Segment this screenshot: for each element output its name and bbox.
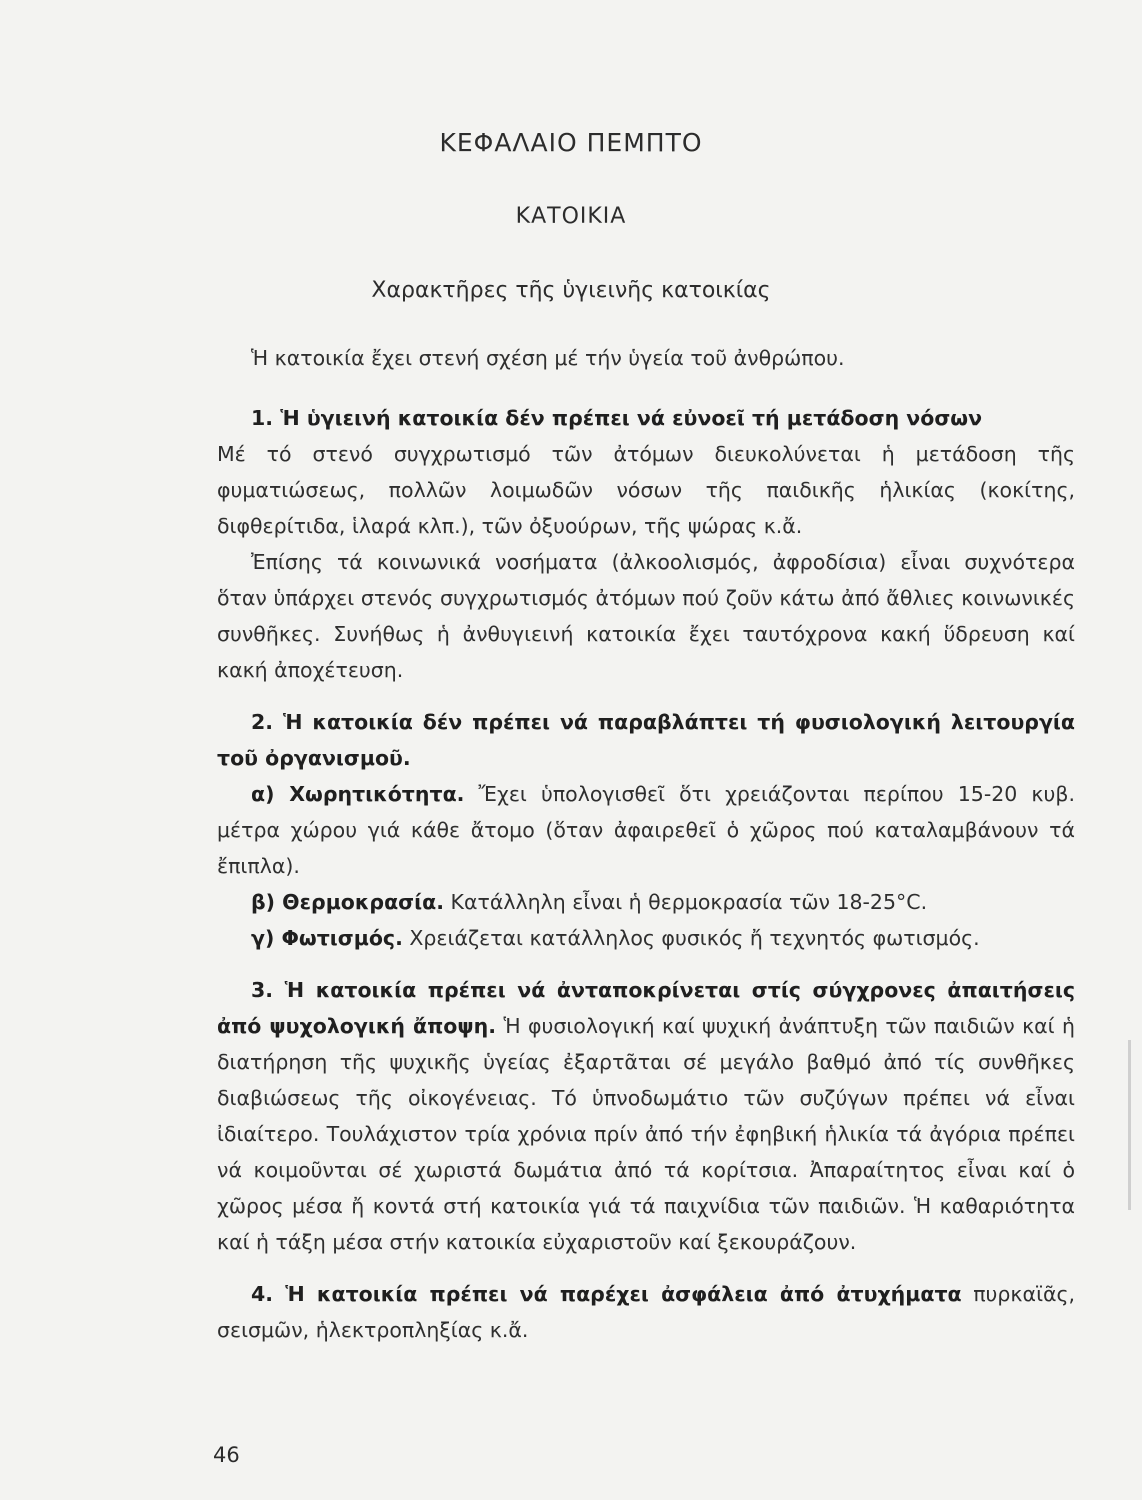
intro-paragraph: Ἡ κατοικία ἔχει στενή σχέση μέ τήν ὑγεία τοῦ ἀνθρώπου. <box>251 346 845 370</box>
section-2-heading: 2. Ἡ κατοικία δέν πρέπει νά παραβλάπτει τή φυσιολογική λειτουργία τοῦ ὀργανισμοῦ. <box>217 710 1075 770</box>
page-number: 46 <box>213 1443 240 1467</box>
section-2-item-c: γ) Φωτισμός. Χρειάζεται κατάλληλος φυσικός ἤ τεχνητός φωτισμός. <box>251 926 980 950</box>
section-2-item-a: α) Χωρητικότητα. Ἔχει ὑπολογισθεῖ ὅτι χρειάζονται περίπου 15-20 κυβ. μέτρα χώρου γιά κάθε ἄτομο (ὅταν ἀφαιρεθεῖ ὁ χῶρος πού καταλαμβάνουν τά ἔπιπλα). <box>217 782 1075 878</box>
section-4-paragraph: 4. Ἡ κατοικία πρέπει νά παρέχει ἀσφάλεια ἀπό ἀτυχήματα πυρκαϊᾶς, σεισμῶν, ἡλεκτροπληξίας κ.ἄ. <box>217 1282 1075 1342</box>
chapter-heading: ΚΕΦΑΛΑΙΟ ΠΕΜΠΤΟ <box>439 128 703 157</box>
section-1-heading: 1. Ἡ ὑγιεινή κατοικία δέν πρέπει νά εὐνοεῖ τή μετάδοση νόσων <box>251 406 983 430</box>
scan-edge-shadow <box>1128 1040 1131 1210</box>
section-1-paragraph-1: Μέ τό στενό συγχρωτισμό τῶν ἀτόμων διευκολύνεται ἡ μετάδοση τῆς φυματιώσεως, πολλῶν λοιμωδῶν νόσων τῆς παιδικῆς ἡλικίας (κοκίτης, διφθερίτιδα, ἱλαρά κλπ.), τῶν ὀξυούρων, τῆς ψώρας κ.ἄ. <box>217 442 1075 538</box>
section-3-paragraph: 3. Ἡ κατοικία πρέπει νά ἀνταποκρίνεται στίς σύγχρονες ἀπαιτήσεις ἀπό ψυχολογική ἄποψη. Ἡ φυσιολογική καί ψυχική ἀνάπτυξη τῶν παιδιῶν καί ἡ διατήρηση τῆς ψυχικῆς ὑγείας ἐξαρτᾶται σέ μεγάλο βαθμό ἀπό τίς συνθῆκες διαβιώσεως τῆς οἰκογένειας. Τό ὑπνοδωμάτιο τῶν συζύγων πρέπει νά εἶναι ἰδιαίτερο. Τουλάχιστον τρία χρόνια πρίν ἀπό τήν ἐφηβική ἡλικία τά ἀγόρια πρέπει νά κοιμοῦνται σέ χωριστά δωμάτια ἀπό τά κορίτσια. Ἀπαραίτητος εἶναι καί ὁ χῶρος μέσα ἤ κοντά στή κατοικία γιά τά παιχνίδια τῶν παιδιῶν. Ἡ καθαριότητα καί ἡ τάξη μέσα στήν κατοικία εὐχαριστοῦν καί ξεκουράζουν. <box>217 978 1075 1254</box>
chapter-title: ΚΑΤΟΙΚΙΑ <box>515 204 627 229</box>
section-1-paragraph-2: Ἐπίσης τά κοινωνικά νοσήματα (ἀλκοολισμός, ἀφροδίσια) εἶναι συχνότερα ὅταν ὑπάρχει στενός συγχρωτισμός ἀτόμων πού ζοῦν κάτω ἀπό ἄθλιες κοινωνικές συνθῆκες. Συνήθως ἡ ἀνθυγιεινή κατοικία ἔχει ταυτόχρονα κακή ὕδρευση καί κακή ἀποχέτευση. <box>217 550 1075 682</box>
section-2-item-b: β) Θερμοκρασία. Κατάλληλη εἶναι ἡ θερμοκρασία τῶν 18-25°C. <box>251 890 928 914</box>
section-subtitle: Χαρακτῆρες τῆς ὑγιεινῆς κατοικίας <box>371 278 771 303</box>
body-text <box>217 340 1075 1348</box>
